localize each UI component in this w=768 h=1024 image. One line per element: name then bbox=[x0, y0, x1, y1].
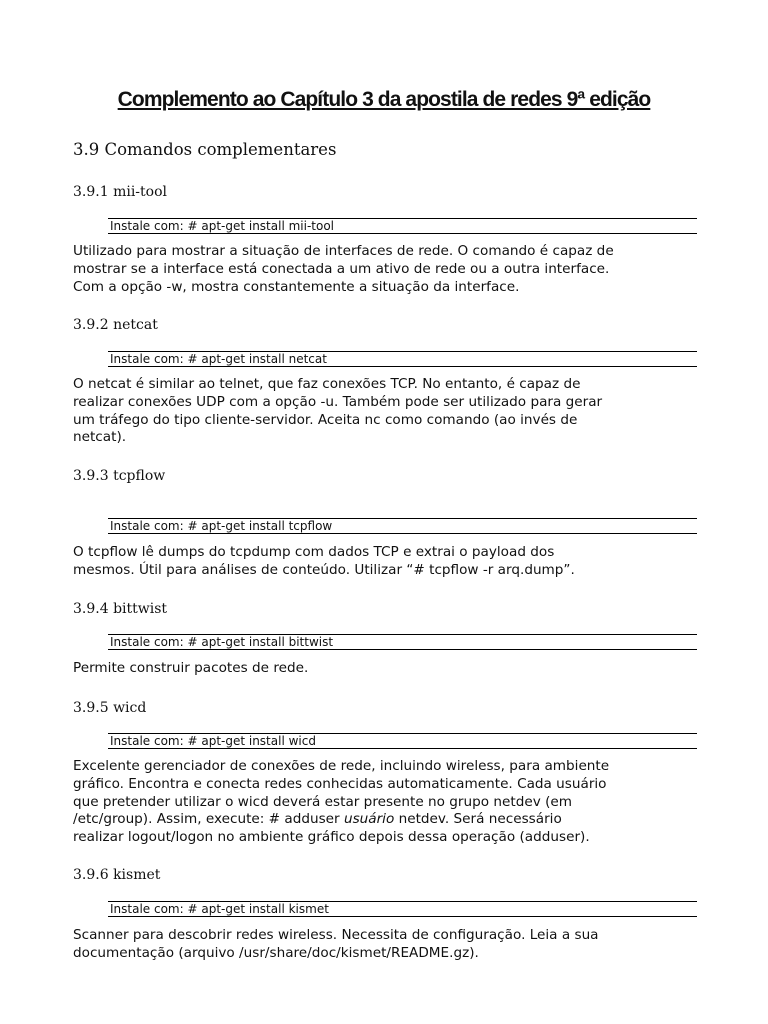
install-command-tcpflow: Instale com: # apt-get install tcpflow bbox=[108, 518, 697, 534]
text-line: Scanner para descobrir redes wireless. Necessita de configuração. Leia a sua bbox=[73, 927, 599, 943]
subsection-heading-tcpflow: 3.9.3 tcpflow bbox=[73, 468, 166, 484]
text-line: realizar conexões UDP com a opção -u. Também pode ser utilizado para gerar bbox=[73, 393, 603, 410]
install-command-netcat: Instale com: # apt-get install netcat bbox=[108, 351, 697, 367]
install-command-mii-tool: Instale com: # apt-get install mii-tool bbox=[108, 218, 697, 234]
text-line: documentação (arquivo /usr/share/doc/kismet/README.gz). bbox=[73, 944, 479, 961]
paragraph-tcpflow bbox=[73, 544, 713, 580]
paragraph-netcat bbox=[73, 376, 713, 447]
install-command-bittwist: Instale com: # apt-get install bittwist bbox=[108, 634, 697, 650]
text-line: O netcat é similar ao telnet, que faz conexões TCP. No entanto, é capaz de bbox=[73, 376, 581, 392]
text-line: /etc/group). Assim, execute: # adduser usuário netdev. Será necessário bbox=[73, 811, 562, 828]
text-line: gráfico. Encontra e conecta redes conhecidas automaticamente. Cada usuário bbox=[73, 775, 607, 792]
subsection-heading-kismet: 3.9.6 kismet bbox=[73, 867, 161, 883]
text-line: que pretender utilizar o wicd deverá estar presente no grupo netdev (em bbox=[73, 793, 572, 810]
text-line: mesmos. Útil para análises de conteúdo. Utilizar “# tcpflow -r arq.dump”. bbox=[73, 561, 575, 578]
paragraph-kismet bbox=[73, 927, 713, 963]
text-line: um tráfego do tipo cliente-servidor. Aceita nc como comando (ao invés de bbox=[73, 411, 578, 428]
paragraph-wicd bbox=[73, 758, 713, 847]
install-command-kismet: Instale com: # apt-get install kismet bbox=[108, 901, 697, 917]
text-line: Com a opção -w, mostra constantemente a situação da interface. bbox=[73, 278, 520, 295]
text-line: Utilizado para mostrar a situação de interfaces de rede. O comando é capaz de bbox=[73, 243, 614, 259]
text-line: netcat). bbox=[73, 429, 127, 446]
page-title: Complemento ao Capítulo 3 da apostila de redes 9ª edição bbox=[117, 88, 651, 111]
subsection-heading-mii-tool: 3.9.1 mii-tool bbox=[73, 184, 167, 200]
paragraph-bittwist bbox=[73, 660, 713, 678]
section-heading: 3.9 Comandos complementares bbox=[73, 140, 337, 159]
text-line: O tcpflow lê dumps do tcpdump com dados TCP e extrai o payload dos bbox=[73, 544, 555, 560]
subsection-heading-wicd: 3.9.5 wicd bbox=[73, 700, 147, 716]
subsection-heading-bittwist: 3.9.4 bittwist bbox=[73, 601, 168, 617]
paragraph-mii-tool bbox=[73, 243, 713, 296]
subsection-heading-netcat: 3.9.2 netcat bbox=[73, 317, 158, 333]
text-line: Permite construir pacotes de rede. bbox=[73, 660, 309, 676]
text-line: Excelente gerenciador de conexões de rede, incluindo wireless, para ambiente bbox=[73, 758, 610, 774]
install-command-wicd: Instale com: # apt-get install wicd bbox=[108, 733, 697, 749]
emphasis: usuário bbox=[343, 811, 395, 828]
text-line: realizar logout/logon no ambiente gráfico depois dessa operação (adduser). bbox=[73, 829, 590, 846]
text-line: mostrar se a interface está conectada a um ativo de rede ou a outra interface. bbox=[73, 260, 610, 277]
